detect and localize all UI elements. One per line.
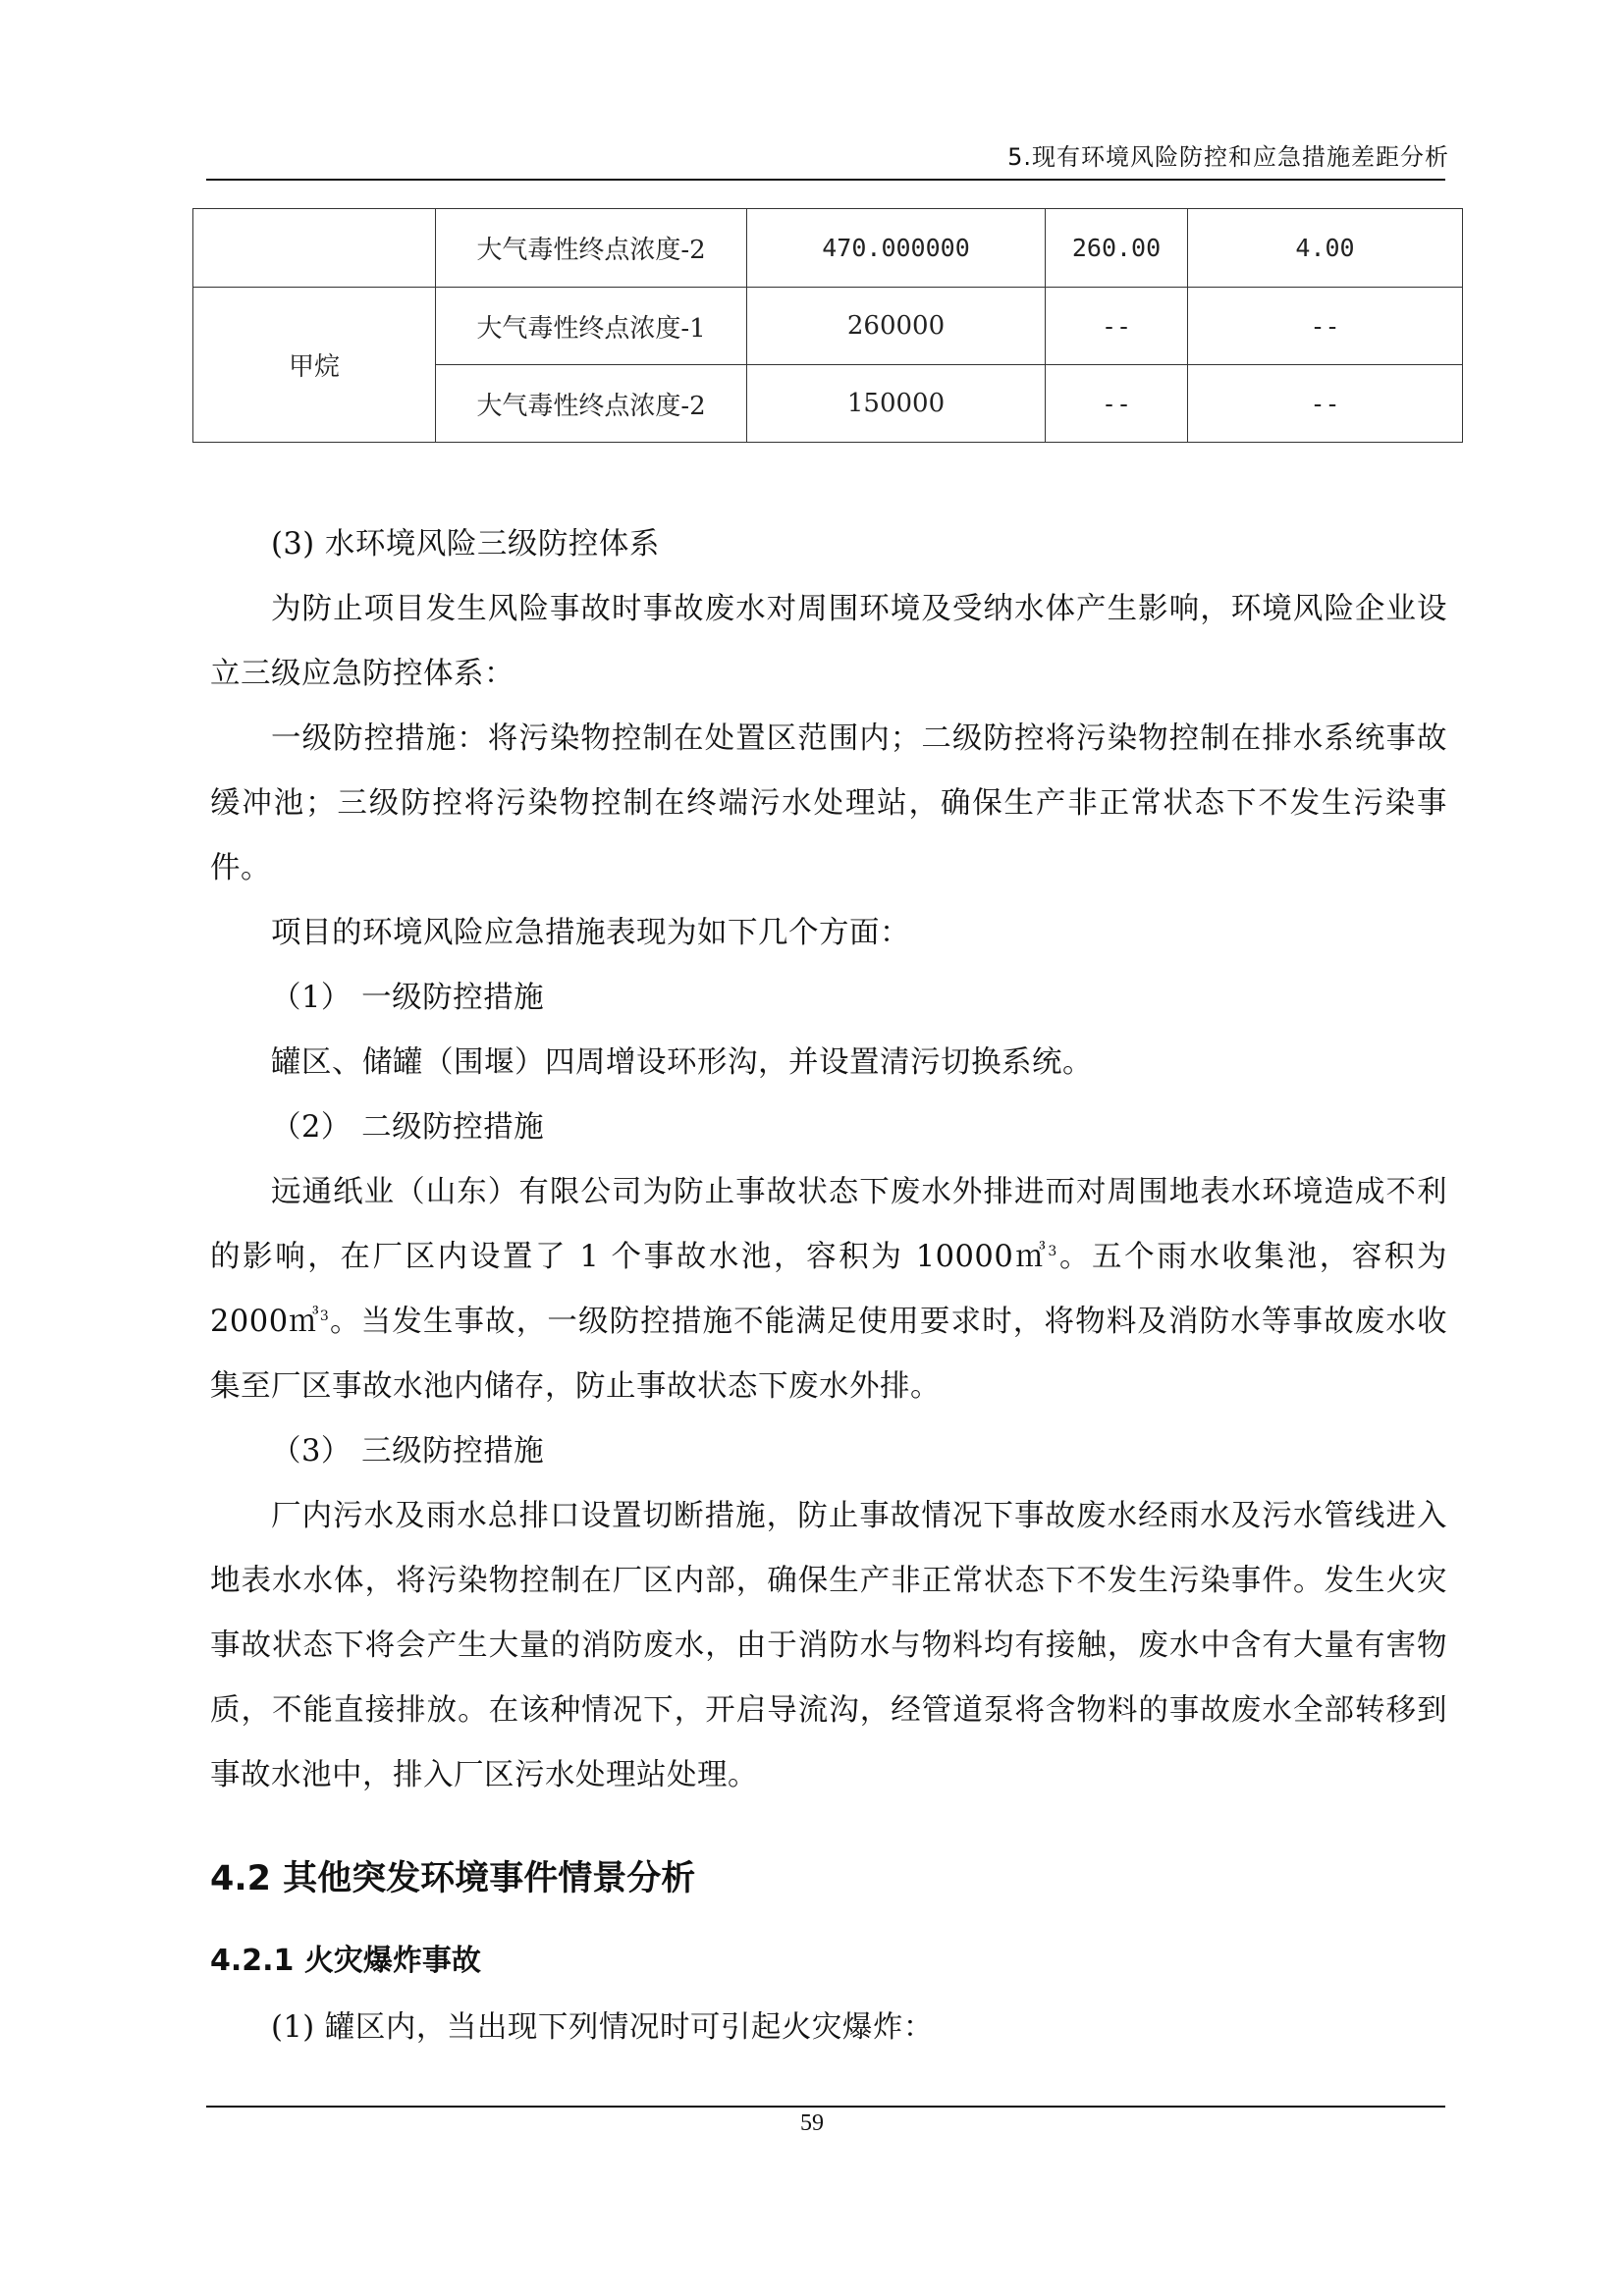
paragraph-intro: 为防止项目发生风险事故时事故废水对周围环境及受纳水体产生影响，环境风险企业设立三级应急防控体系： xyxy=(210,592,1447,691)
text-run: 远通纸业（山东）有限公司为防止事故状态下废水外排进而对周围地表水环境造成不利的影响，在厂区内设置了 1 个事故水池，容积为 10000㎥ xyxy=(210,1175,1447,1274)
paragraph-level-2-text xyxy=(210,1160,1447,1419)
header-rule xyxy=(206,179,1445,181)
body-text xyxy=(210,512,1447,1808)
text-run: 。五个雨水收集池，容积为 2000㎥ xyxy=(210,1240,1447,1339)
table-cell-col4: -- xyxy=(1046,288,1188,365)
footer-rule xyxy=(206,2106,1445,2108)
table-cell-level: 大气毒性终点浓度-2 xyxy=(436,365,747,443)
table-cell-level: 大气毒性终点浓度-2 xyxy=(436,209,747,288)
table-cell-level: 大气毒性终点浓度-1 xyxy=(436,288,747,365)
superscript: 3 xyxy=(1048,1243,1057,1259)
table-cell-col5: -- xyxy=(1188,365,1463,443)
superscript: 3 xyxy=(319,1308,330,1324)
table-cell-substance: 甲烷 xyxy=(193,288,436,443)
paragraph-level-1-heading: （1） 一级防控措施 xyxy=(271,981,545,1015)
table-row xyxy=(193,209,1463,288)
paragraph-heading-water-risk: (3) 水环境风险三级防控体系 xyxy=(271,527,660,561)
paragraph-level-3-text: 厂内污水及雨水总排口设置切断措施，防止事故情况下事故废水经雨水及污水管线进入地表水水体，将污染物控制在厂区内部，确保生产非正常状态下不发生污染事件。发生火灾事故状态下将会产生大量的消防废水，由于消防水与物料均有接触，废水中含有大量有害物质，不能直接排放。在该种情况下，开启导流沟，经管道泵将含物料的事故废水全部转移到事故水池中，排入厂区污水处理站处理。 xyxy=(210,1499,1447,1792)
table-row xyxy=(193,288,1463,365)
paragraph-measures-intro: 项目的环境风险应急措施表现为如下几个方面： xyxy=(271,916,910,950)
table-cell-col4: -- xyxy=(1046,365,1188,443)
paragraph-fire-explosion: (1) 罐区内，当出现下列情况时可引起火灾爆炸： xyxy=(271,2010,934,2045)
paragraph-level-1-text: 罐区、储罐（围堰）四周增设环形沟，并设置清污切换系统。 xyxy=(271,1045,1093,1080)
toxicity-table xyxy=(192,208,1463,443)
table-cell-substance xyxy=(193,209,436,288)
subsection-heading: 4.2.1 火灾爆炸事故 xyxy=(210,1944,481,1978)
paragraph-level-2-heading: （2） 二级防控措施 xyxy=(271,1110,545,1145)
paragraph-three-levels: 一级防控措施：将污染物控制在处置区范围内；二级防控将污染物控制在排水系统事故缓冲池；三级防控将污染物控制在终端污水处理站，确保生产非正常状态下不发生污染事件。 xyxy=(210,721,1447,885)
table-cell-col5: 4.00 xyxy=(1188,209,1463,288)
table-cell-value: 260000 xyxy=(747,288,1046,365)
table-cell-col5: -- xyxy=(1188,288,1463,365)
running-header: 5.现有环境风险防控和应急措施差距分析 xyxy=(1007,143,1449,171)
section-heading: 4.2 其他突发环境事件情景分析 xyxy=(210,1859,696,1898)
table-cell-value: 150000 xyxy=(747,365,1046,443)
table-cell-col4: 260.00 xyxy=(1046,209,1188,288)
paragraph-level-3-heading: （3） 三级防控措施 xyxy=(271,1434,545,1468)
text-run: 。当发生事故，一级防控措施不能满足使用要求时，将物料及消防水等事故废水收集至厂区事故水池内储存，防止事故状态下废水外排。 xyxy=(210,1305,1448,1404)
page-number: 59 xyxy=(800,2110,824,2136)
table-cell-value: 470.000000 xyxy=(747,209,1046,288)
